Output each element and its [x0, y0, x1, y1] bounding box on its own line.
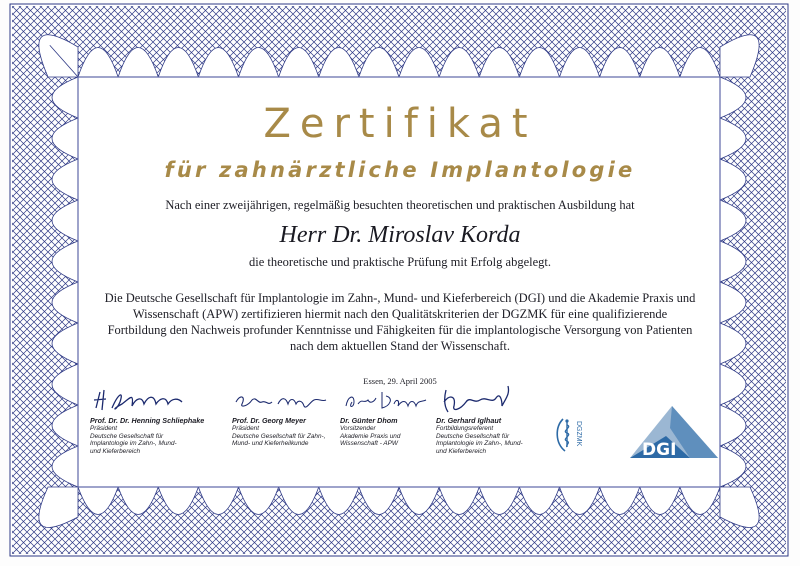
dgi-logo: [630, 404, 720, 460]
signatory-role: Fortbildungsreferent Deutsche Gesellschaft für Implantologie im Zahn-, Mund- und Kieferbereich: [436, 425, 523, 455]
signatory-role: Präsident Deutsche Gesellschaft für Implantologie im Zahn-, Mund- und Kieferbereich: [90, 425, 177, 455]
dgzmk-wordmark: DGZMK: [575, 421, 582, 447]
signature-block-iglhaut: [436, 384, 554, 455]
dgi-wordmark: DGI: [642, 440, 677, 460]
signature-dhom: [340, 384, 430, 414]
certificate-title: Zertifikat: [263, 101, 537, 147]
guilloche-frame: [6, 0, 792, 560]
intro-text: Nach einer zweijährigen, regelmäßig besuchten theoretischen und praktischen Ausbildung hat: [165, 198, 635, 212]
signature-block-schliephake: [90, 384, 208, 455]
signatory-role: Vorsitzender Akademie Praxis und Wissenschaft - APW: [340, 425, 401, 448]
signatory-name: Dr. Günter Dhom: [340, 416, 398, 425]
triangle-logo-icon: [630, 404, 720, 460]
signatory-role: Präsident Deutsche Gesellschaft für Zahn-, Mund- und Kieferheilkunde: [232, 425, 326, 448]
signature-schliephake: [90, 384, 190, 414]
signatory-name: Prof. Dr. Dr. Henning Schliephake: [90, 416, 205, 425]
certification-statement: Die Deutsche Gesellschaft für Implantologie im Zahn-, Mund- und Kieferbereich (DGI) und die Akademie Praxis und Wissenschaft (APW) zertifizieren hiermit nach den Qualitätskriterien der DGZMK für eine qualifizierende Fortbildung den Nachweis profunder Kenntnisse und Fähigkeiten für die implantologische Versorgung von Patienten nach dem aktuellen Stand der Wissenschaft.: [104, 291, 696, 353]
signatory-name: Prof. Dr. Georg Meyer: [232, 416, 306, 425]
signature-block-meyer: [232, 384, 350, 448]
certificate-subtitle: für zahnärztliche Implantologie: [164, 158, 636, 182]
signatory-name: Dr. Gerhard Iglhaut: [436, 416, 502, 425]
dgzmk-logo: [553, 413, 589, 455]
signature-meyer: [232, 384, 332, 414]
signature-iglhaut: [436, 384, 526, 414]
recipient-name: Herr Dr. Miroslav Korda: [279, 222, 521, 248]
exam-passed-text: die theoretische und praktische Prüfung mit Erfolg abgelegt.: [249, 255, 551, 269]
place-and-date: Essen, 29. April 2005: [363, 376, 437, 386]
aesculapian-staff-icon: [553, 413, 589, 455]
